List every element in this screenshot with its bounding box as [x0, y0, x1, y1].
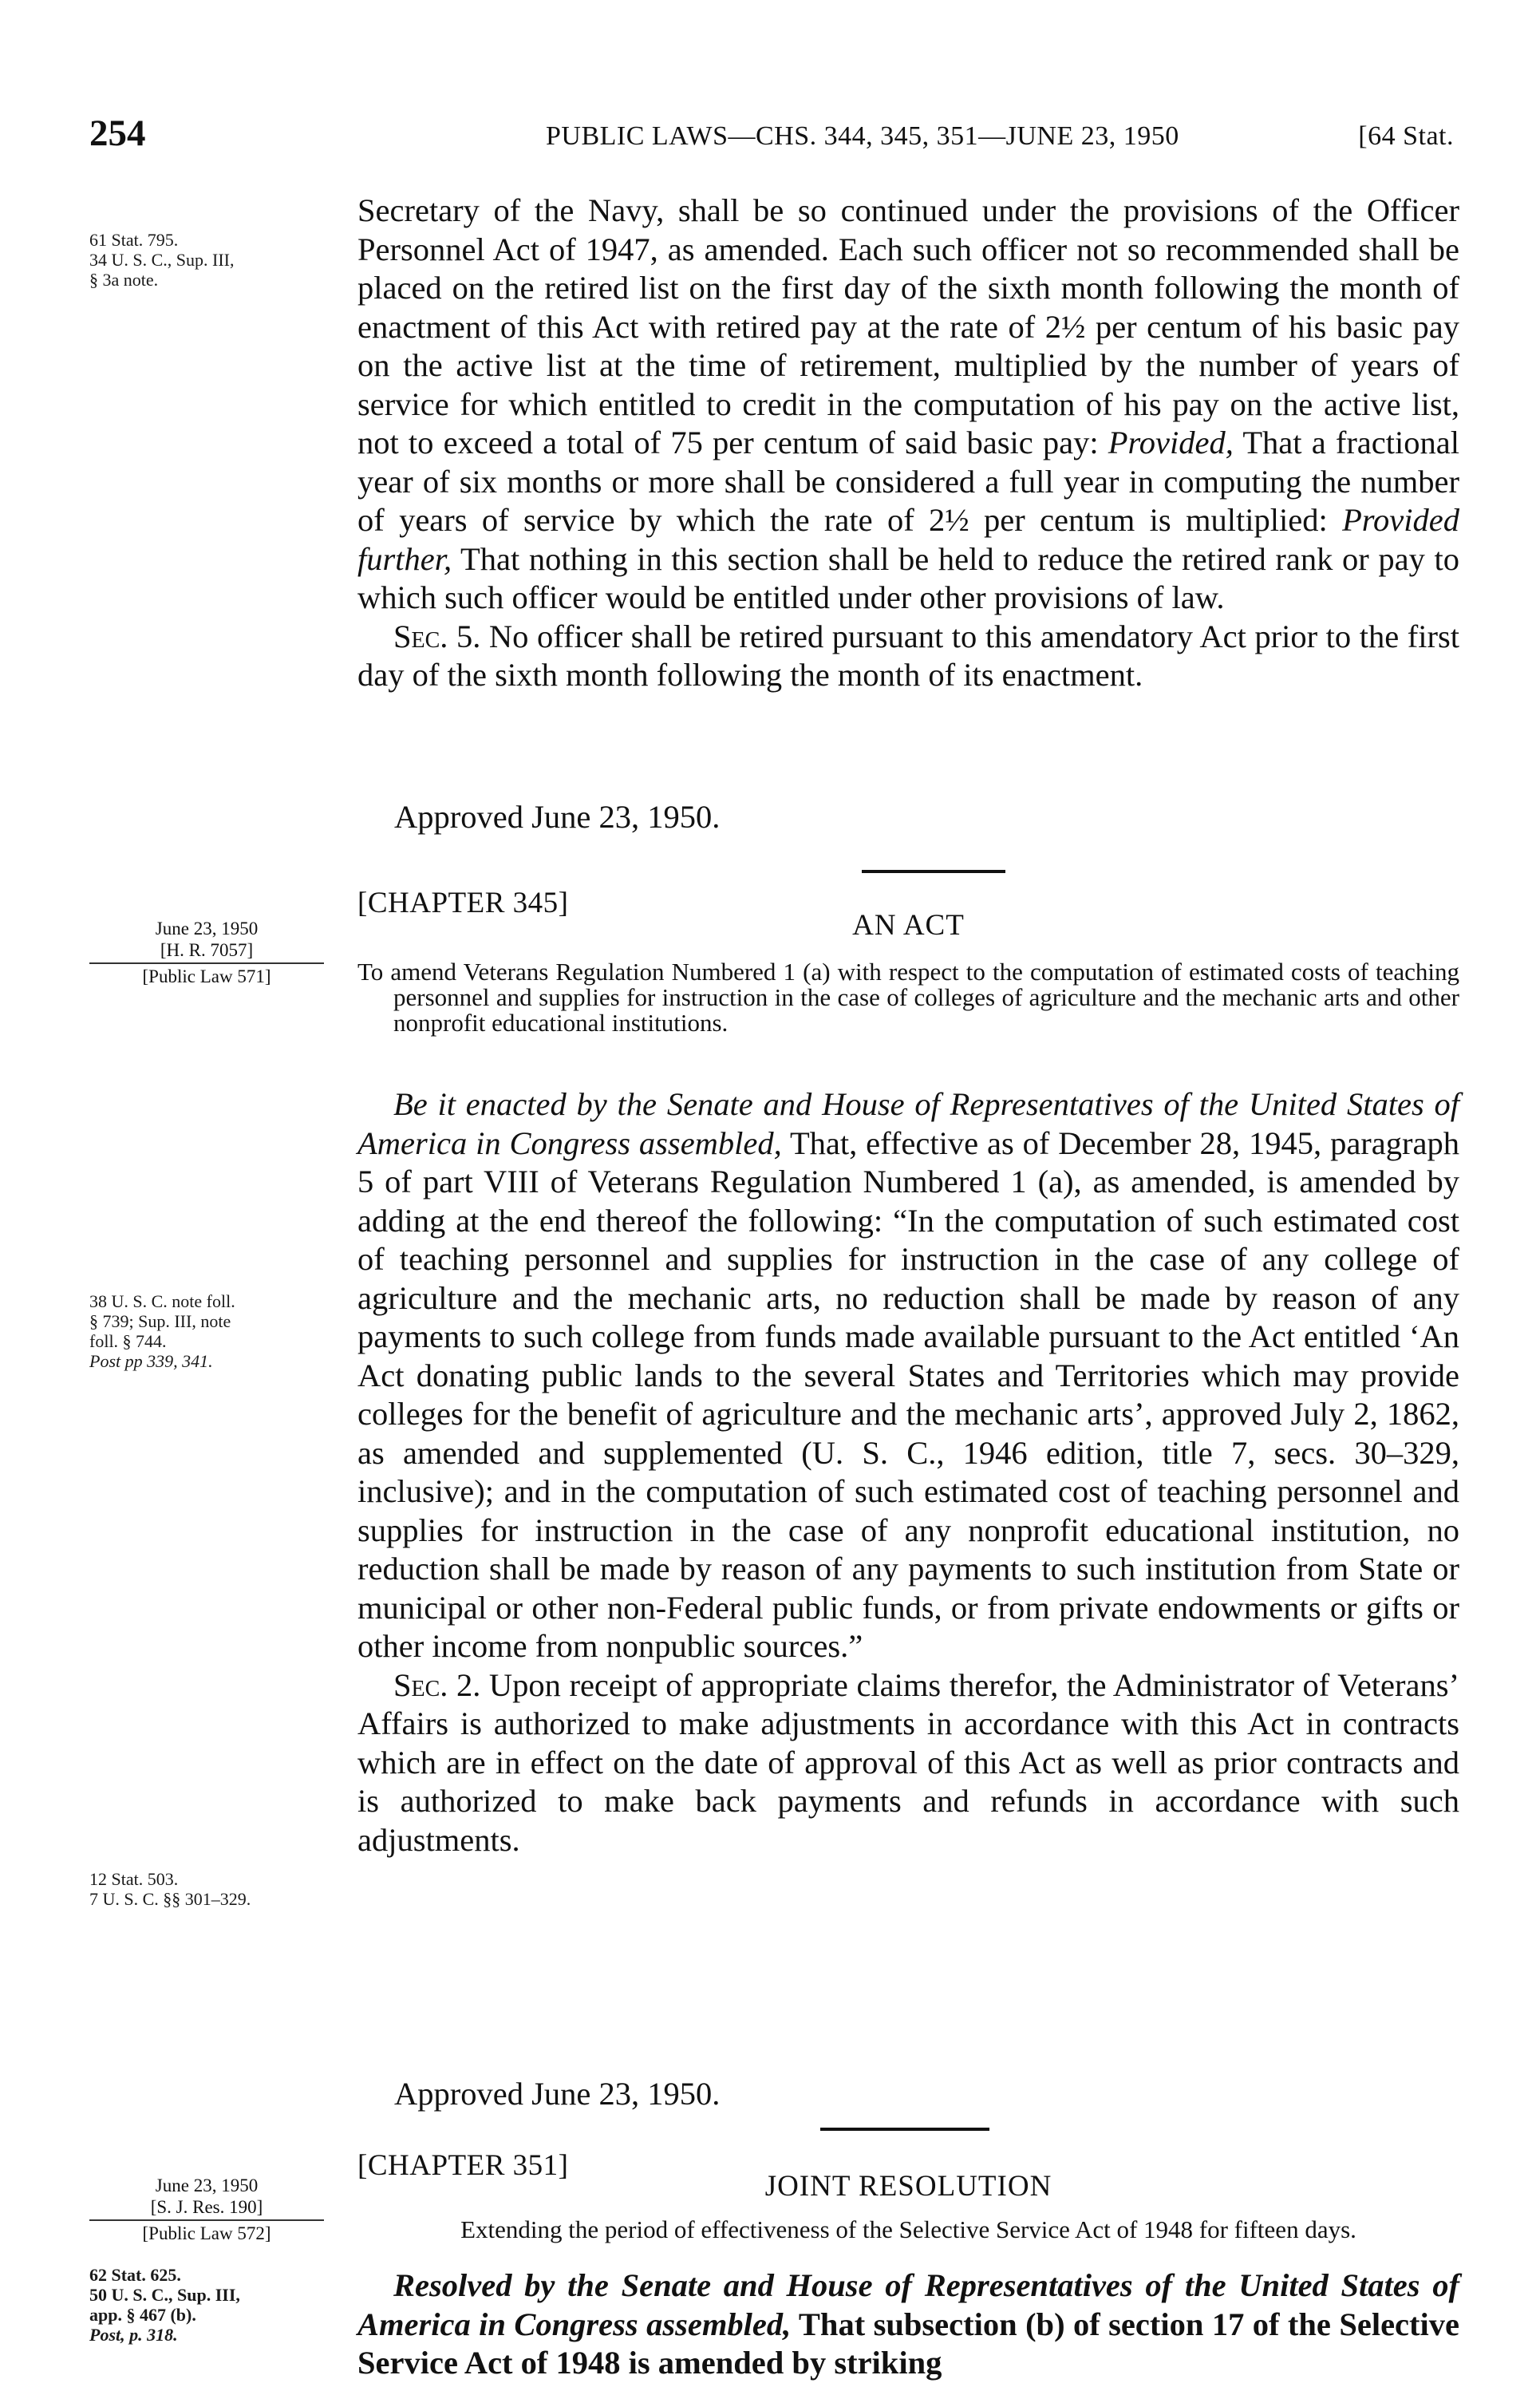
margin-citation-morrill-act: 12 Stat. 503. 7 U. S. C. §§ 301–329.	[89, 1869, 251, 1909]
volume-reference: [64 Stat.	[1358, 121, 1454, 151]
margin-note-public-law-572: June 23, 1950 [S. J. Res. 190] [Public Law 572]	[89, 2175, 324, 2244]
paragraph-continued: Secretary of the Navy, shall be so continued under the provisions of the Officer Personnel Act of 1947, as amended. Each such officer not so recommended shall be placed on the retired list on the first day of the sixth month following the month of enactment of this Act with retired pay at the rate of 2½ per centum of his basic pay on the active list at the time of retirement, multiplied by the number of years of service for which entitled to credit in the computation of his pay on the active list, not to exceed a total of 75 per centum of said basic pay:	[357, 192, 1459, 460]
chapter-351-body	[357, 2266, 1459, 2381]
margin-note-public-law-571: June 23, 1950 [H. R. 7057] [Public Law 571]	[89, 918, 324, 987]
proviso-label: Provided,	[1108, 425, 1234, 460]
margin-citation-selective-service-act: 62 Stat. 625. 50 U. S. C., Sup. III, app. § 467 (b). Post, p. 318.	[89, 2265, 240, 2345]
enacting-clause: Be it enacted by the Senate and House of Representatives of the United States of America in Congress assembled,	[357, 1086, 1459, 1161]
section-1-text: That, effective as of December 28, 1945, paragraph 5 of part VIII of Veterans Regulation Numbered 1 (a), as amended, is amended by adding at the end thereof the following: “In the computation of such estimated cost of teaching personnel and supplies for instruction in the case of any college of agriculture and the mechanic arts, no reduction shall be made by reason of any payments to such college from funds made available pursuant to the Act entitled ‘An Act donating public lands to the several States and Territories which may provide colleges for the benefit of agriculture and the mechanic arts’, approved July 2, 1862, as amended and supplemented (U. S. C., 1946 edition, title 7, secs. 30–329, inclusive); and in the computation of such estimated cost of teaching personnel and supplies for instruction in the case of any nonprofit educational institution, no reduction shall be made by reason of any payments to such institution from State or municipal or other non-Federal public funds, or from private endowments or gifts or other income from nonpublic sources.”	[357, 1124, 1459, 1664]
chapter-351-heading: [CHAPTER 351]	[357, 2149, 569, 2182]
chapter-344-continued	[357, 192, 1459, 695]
section-divider	[862, 870, 1005, 873]
section-divider	[820, 2128, 989, 2131]
page-number: 254	[89, 113, 146, 154]
proviso-text: That a fractional year of six months or more shall be considered a full year in computing the number of years of service by which the rate of 2½ per centum is multiplied:	[357, 425, 1459, 538]
approval-date-345: Approved June 23, 1950.	[394, 2076, 721, 2112]
section-5-text: No officer shall be retired pursuant to this amendatory Act prior to the first day of the sixth month following the month of its enactment.	[357, 618, 1459, 693]
resolving-clause: Resolved by the Senate and House of Representatives of the United States of America in Congress assembled,	[357, 2267, 1459, 2342]
joint-resolution-title: JOINT RESOLUTION	[764, 2170, 1052, 2203]
running-header	[89, 112, 1454, 160]
approval-date-344: Approved June 23, 1950.	[394, 799, 721, 835]
section-2-text: Upon receipt of appropriate claims therefor, the Administrator of Veterans’ Affairs is authorized to make adjustments in accordance with this Act in contracts which are in effect on the date of approval of this Act as well as prior contracts and is authorized to make back payments and refunds in accordance with such adjustments.	[357, 1666, 1459, 1858]
margin-citation-veterans-regulation: 38 U. S. C. note foll. § 739; Sup. III, note foll. § 744. Post pp 339, 341.	[89, 1291, 235, 1371]
act-title: AN ACT	[852, 909, 965, 942]
chapter-345-body	[357, 1085, 1459, 1859]
margin-citation-officer-personnel-act: 61 Stat. 795. 34 U. S. C., Sup. III, § 3a note.	[89, 230, 235, 290]
section-2-label: Sec. 2.	[393, 1666, 481, 1703]
proviso-further-label: Provided further,	[357, 502, 1460, 577]
resolution-purpose: Extending the period of effectiveness of the Selective Service Act of 1948 for fifteen days.	[460, 2215, 1356, 2243]
chapter-345-heading: [CHAPTER 345]	[357, 887, 569, 919]
proviso-further-text: That nothing in this section shall be held to reduce the retired rank or pay to which such officer would be entitled under other provisions of law.	[357, 540, 1459, 615]
resolution-text: That subsection (b) of section 17 of the Selective Service Act of 1948 is amended by striking	[357, 2306, 1459, 2381]
section-5-label: Sec. 5.	[393, 618, 481, 654]
act-purpose: To amend Veterans Regulation Numbered 1 (a) with respect to the computation of estimated costs of teaching personnel and supplies for instruction in the case of colleges of agriculture and the mechanic arts and other nonprofit educational institutions.	[357, 958, 1459, 1037]
header-title: PUBLIC LAWS—CHS. 344, 345, 351—JUNE 23, 1950	[546, 121, 1179, 151]
